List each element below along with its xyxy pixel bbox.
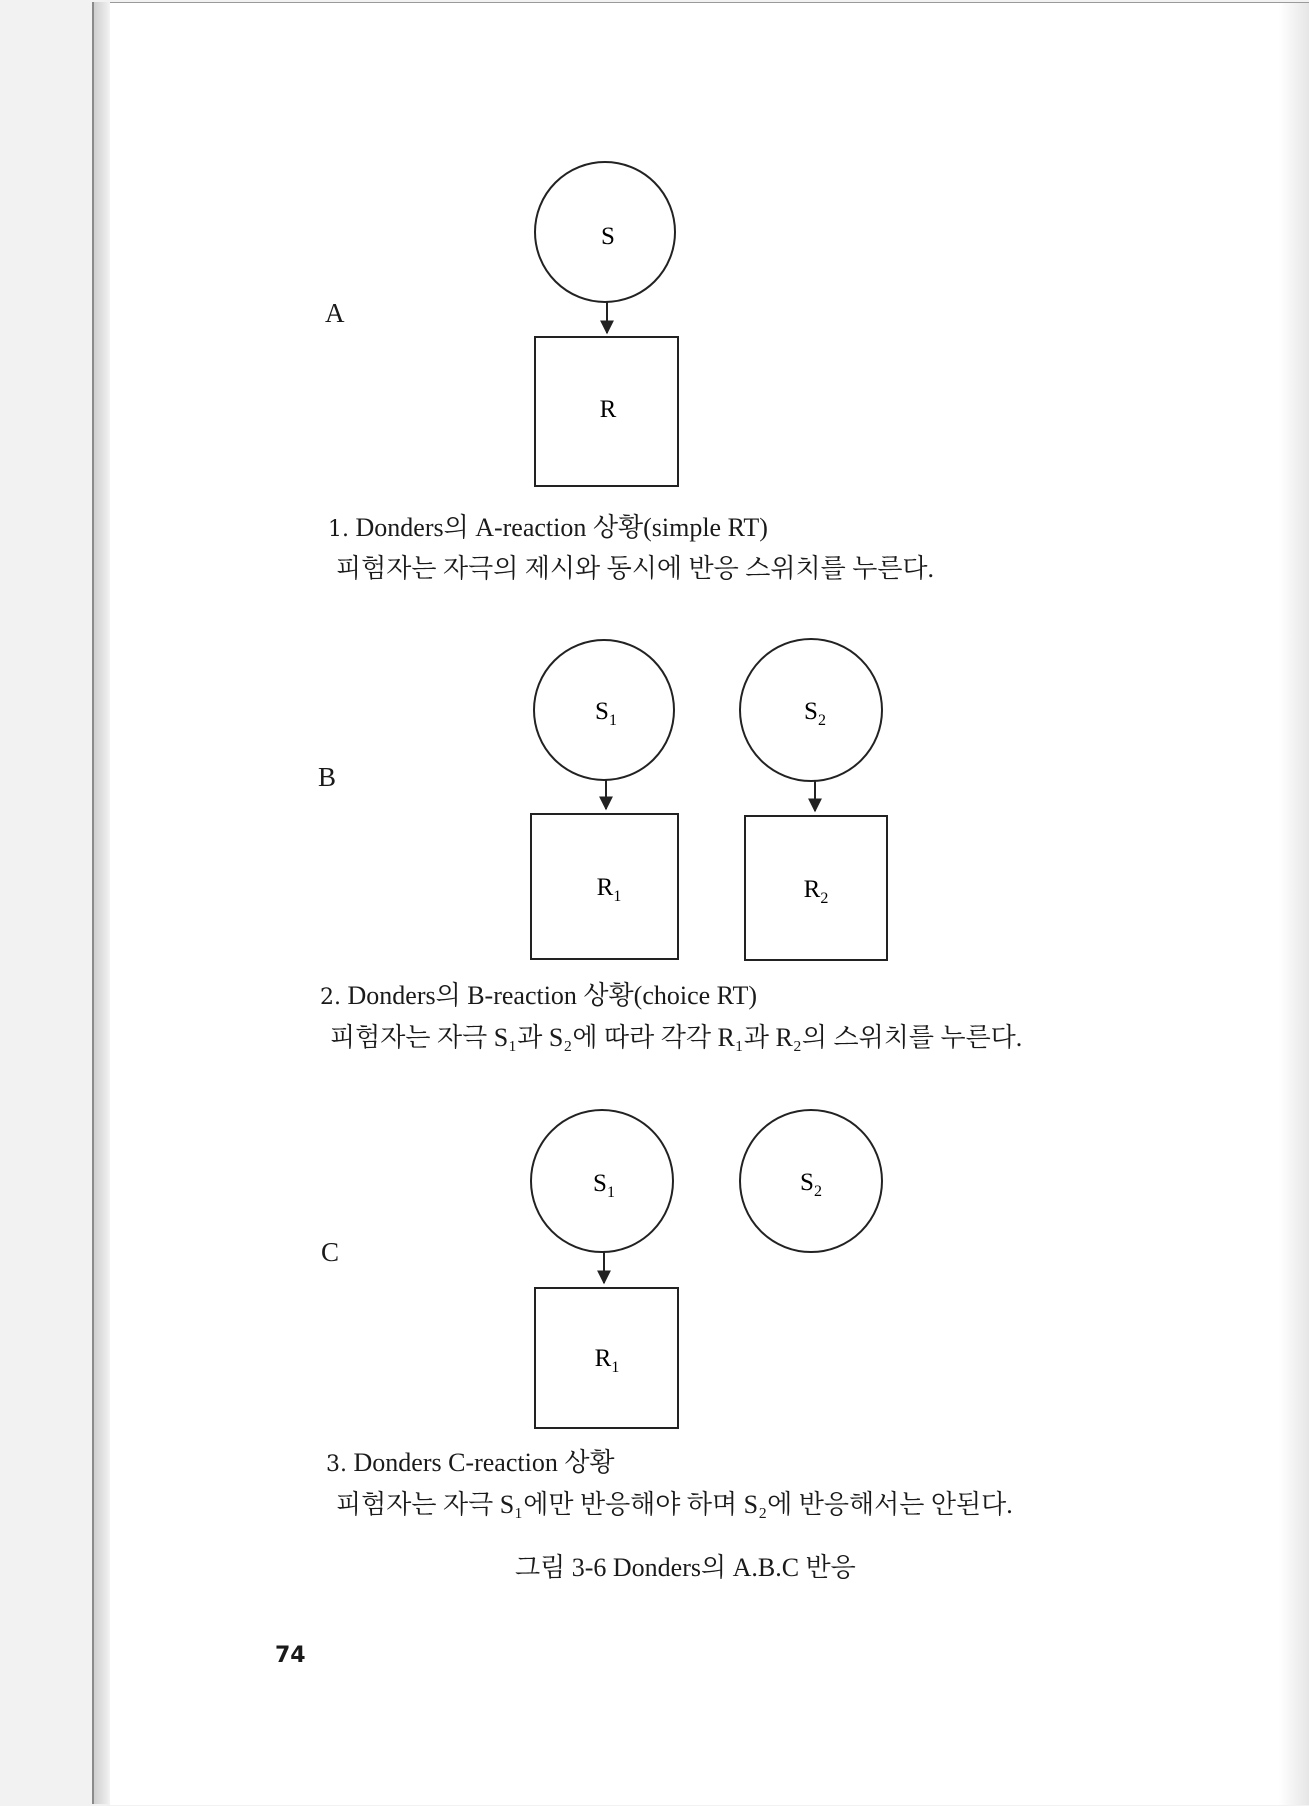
caption-number: 3. [326,1452,347,1477]
panel-b-caption-title [320,980,757,1011]
page-number: 74 [275,1643,306,1668]
node-label: S [601,223,615,250]
node-label: $S_2$ [800,1169,822,1200]
panel-letter-c: C [321,1237,340,1267]
panel-b-caption-body: 피험자는 자극 S₁과 S₂에 따라 각각 R₁과 R₂의 스위치를 누른다. [330,1023,1023,1052]
node-label: $R_1$ [594,1345,620,1376]
panel-c-caption-body: 피험자는 자극 S₁에만 반응해야 하며 S₂에 반응해서는 안된다. [336,1490,1013,1519]
panel-c-caption-title [326,1447,615,1478]
panel-letter-b: B [318,762,337,792]
node-label: $S_1$ [595,698,617,729]
panel-b-diagram [531,639,887,960]
caption-title-text: Donders의 A-reaction 상황(simple RT) [355,513,768,542]
caption-title-text: Donders의 B-reaction 상황(choice RT) [347,981,757,1010]
node-label: $R_2$ [803,876,829,907]
node-label: $S_2$ [804,698,826,729]
panel-a-caption-body: 피험자는 자극의 제시와 동시에 반응 스위치를 누른다. [336,554,935,583]
caption-number: 1. [328,517,349,542]
panel-letter-a: A [325,298,345,328]
figure-title: 그림 3-6 Donders의 A.B.C 반응 [515,1553,856,1582]
panel-a-caption-title [328,512,768,543]
panel-a-diagram [535,162,678,486]
node-label: $R_1$ [596,874,622,905]
node-label: $S_1$ [593,1170,615,1201]
node-label: R [599,396,617,423]
caption-number: 2. [320,985,341,1010]
caption-title-text: Donders C-reaction 상황 [353,1448,615,1477]
panel-c-diagram [531,1110,882,1428]
